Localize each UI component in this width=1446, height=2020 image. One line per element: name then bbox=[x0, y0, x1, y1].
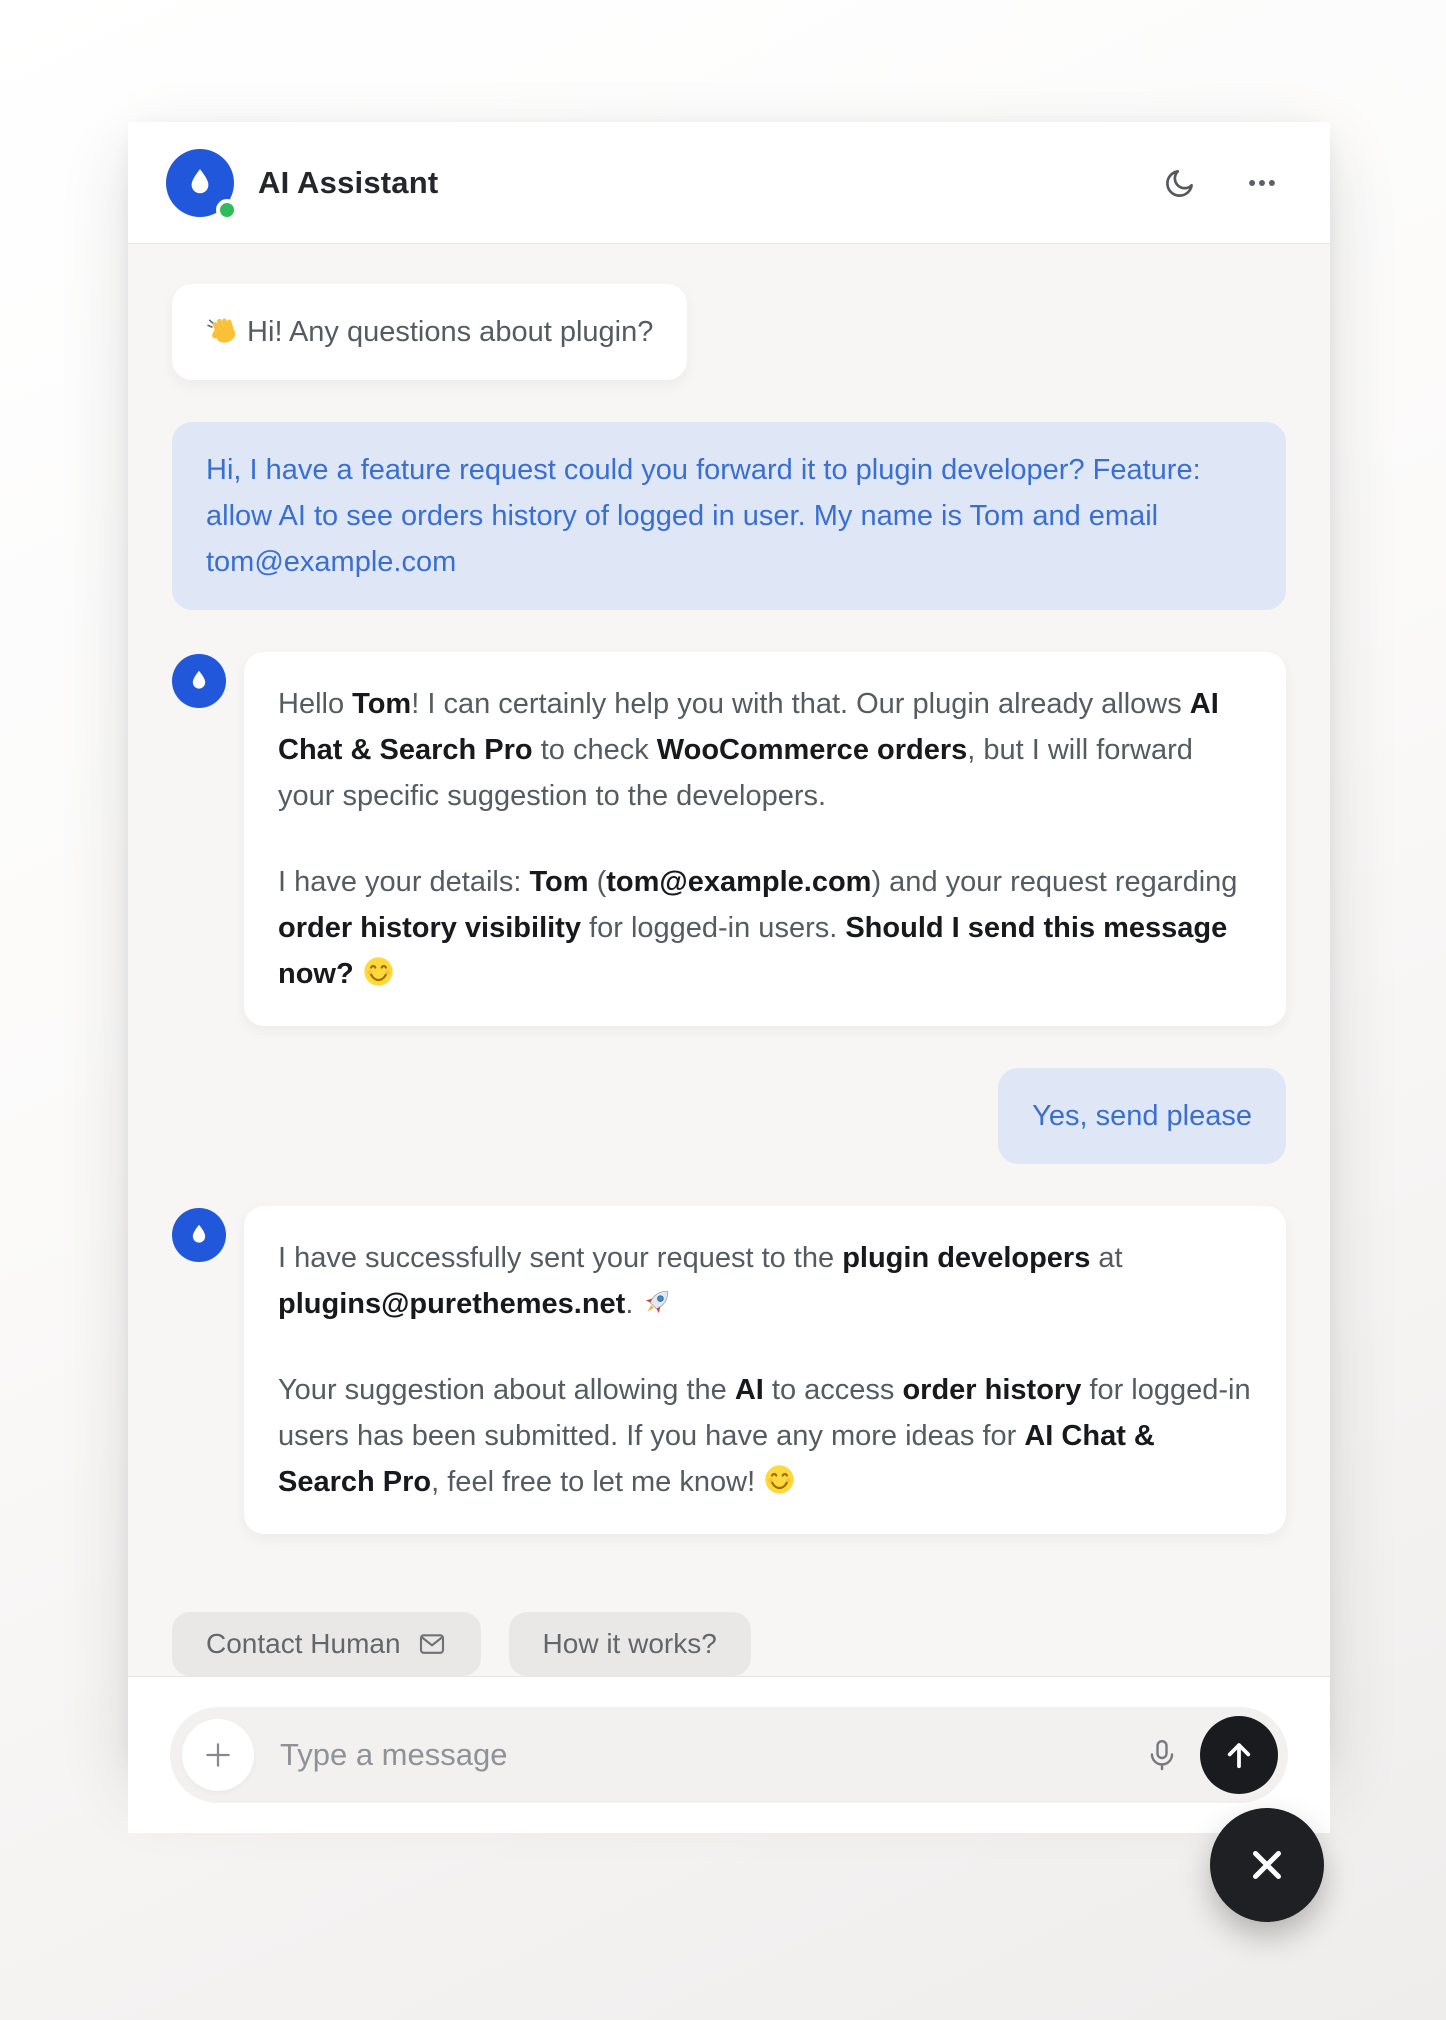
rocket-emoji bbox=[641, 1285, 674, 1318]
waving-hand-emoji bbox=[206, 313, 239, 346]
message-paragraph: Yes, send please bbox=[1032, 1100, 1252, 1132]
quick-action-label: How it works? bbox=[542, 1628, 717, 1659]
assistant-avatar bbox=[166, 149, 234, 217]
droplet-icon bbox=[185, 667, 213, 695]
message-paragraph: I have your details: Tom (tom@example.com) and your request regarding order history visibility for logged-in users. Should I send this message now? bbox=[278, 866, 1238, 990]
header-actions bbox=[1158, 161, 1284, 205]
close-widget-button[interactable] bbox=[1210, 1808, 1324, 1922]
message-paragraph: Hi! Any questions about plugin? bbox=[206, 309, 653, 355]
close-icon bbox=[1244, 1842, 1290, 1888]
plus-icon bbox=[201, 1738, 235, 1772]
droplet-icon bbox=[181, 164, 219, 202]
how-it-works-button[interactable] bbox=[509, 1612, 751, 1676]
bot-message bbox=[172, 284, 687, 380]
mail-icon bbox=[417, 1629, 447, 1659]
smiling-face-emoji bbox=[362, 955, 395, 988]
microphone-icon bbox=[1144, 1737, 1180, 1773]
moon-icon bbox=[1163, 166, 1197, 200]
voice-input-button[interactable] bbox=[1138, 1731, 1186, 1779]
bot-avatar bbox=[172, 1208, 226, 1262]
user-message-row bbox=[172, 422, 1286, 610]
user-message bbox=[998, 1068, 1286, 1164]
chat-title: AI Assistant bbox=[258, 164, 439, 200]
message-paragraph: Hi, I have a feature request could you forward it to plugin developer? Feature: allow AI to see orders history of logged in user. My name is Tom and email tom@example.com bbox=[206, 454, 1201, 578]
message-input[interactable] bbox=[254, 1737, 1138, 1773]
bot-message-row bbox=[172, 652, 1286, 1026]
message-paragraph: Hello Tom! I can certainly help you with that. Our plugin already allows AI Chat & Search Pro to check WooCommerce orders, but I will forward your specific suggestion to the developers. bbox=[278, 688, 1219, 812]
menu-button[interactable] bbox=[1240, 161, 1284, 205]
arrow-up-icon bbox=[1221, 1737, 1257, 1773]
dark-mode-toggle[interactable] bbox=[1158, 161, 1202, 205]
online-status-dot bbox=[216, 199, 238, 221]
composer-bar bbox=[128, 1676, 1330, 1833]
message-list[interactable] bbox=[128, 244, 1330, 1676]
bot-message-row bbox=[172, 1206, 1286, 1534]
chat-header bbox=[128, 122, 1330, 244]
quick-actions-row bbox=[172, 1612, 1286, 1676]
user-message bbox=[172, 422, 1286, 610]
ellipsis-icon bbox=[1245, 166, 1279, 200]
bot-avatar bbox=[172, 654, 226, 708]
bot-message bbox=[244, 652, 1286, 1026]
contact-human-button[interactable] bbox=[172, 1612, 481, 1676]
quick-action-label: Contact Human bbox=[206, 1628, 401, 1659]
bot-message-row bbox=[172, 284, 1286, 380]
chat-widget-panel bbox=[128, 122, 1330, 1770]
smiling-face-emoji bbox=[763, 1463, 796, 1496]
attach-button[interactable] bbox=[182, 1719, 254, 1791]
user-message-row bbox=[172, 1068, 1286, 1164]
bot-message bbox=[244, 1206, 1286, 1534]
droplet-icon bbox=[185, 1221, 213, 1249]
message-paragraph: Your suggestion about allowing the AI to access order history for logged-in users has been submitted. If you have any more ideas for AI Chat & Search Pro, feel free to let me know! bbox=[278, 1374, 1251, 1498]
message-paragraph: I have successfully sent your request to the plugin developers at plugins@purethemes.net. bbox=[278, 1242, 1123, 1320]
send-button[interactable] bbox=[1200, 1716, 1278, 1794]
composer-pill bbox=[170, 1707, 1288, 1803]
